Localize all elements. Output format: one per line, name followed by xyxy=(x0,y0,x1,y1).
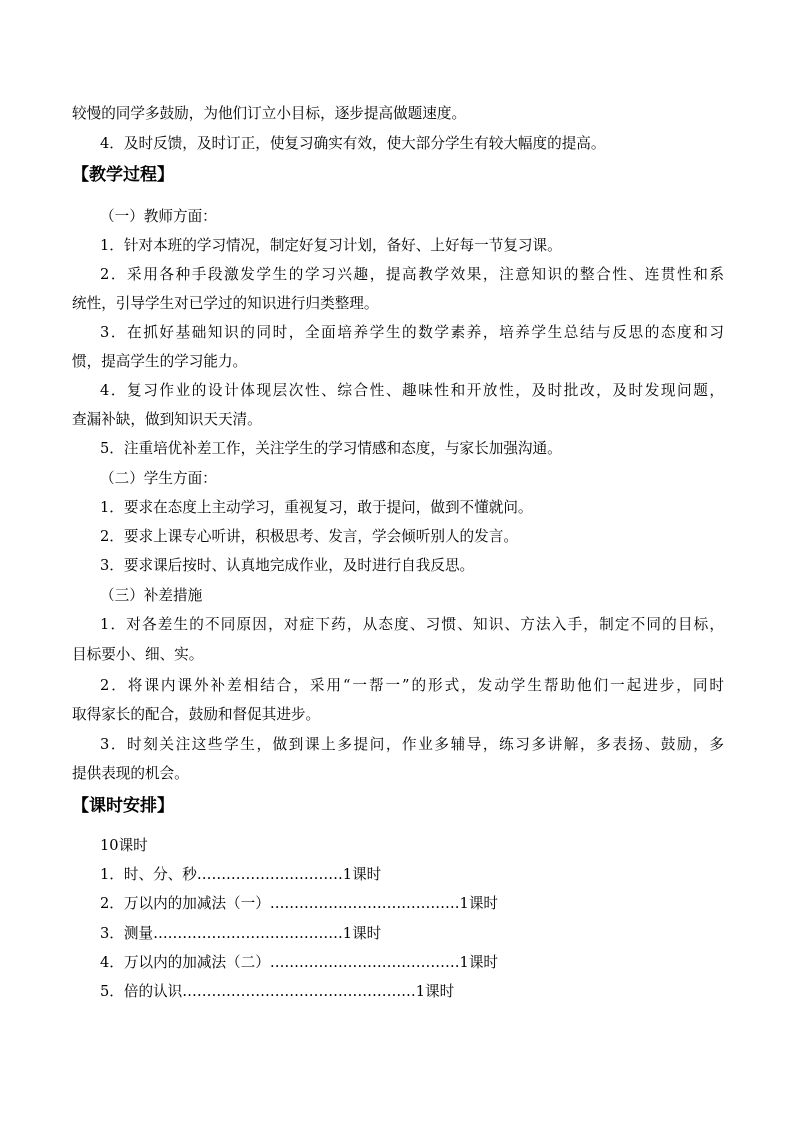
list-item: 3．时刻关注这些学生，做到课上多提问，作业多辅导，练习多讲解，多表扬、鼓励，多 xyxy=(100,736,724,753)
subsection-heading-student: （二）学生方面： xyxy=(100,470,217,487)
schedule-item: 4．万以内的加减法（二）…………………………………1课时 xyxy=(100,954,499,971)
list-item: 3．要求课后按时、认真地完成作业，及时进行自我反思。 xyxy=(100,557,475,574)
section-heading-schedule: 【课时安排】 xyxy=(72,796,174,816)
list-item: 1．对各差生的不同原因，对症下药，从态度、习惯、知识、方法入手，制定不同的目标， xyxy=(100,616,724,633)
list-item: 3．在抓好基础知识的同时，全面培养学生的数学素养，培养学生总结与反思的态度和习 xyxy=(100,324,724,341)
list-item: 2．要求上课专心听讲，积极思考、发言，学会倾听别人的发言。 xyxy=(100,528,518,545)
list-item: 1．要求在态度上主动学习，重视复习，敢于提问，做到不懂就问。 xyxy=(100,499,533,516)
schedule-item: 3．测量…………………………………1课时 xyxy=(100,925,382,942)
schedule-item: 1．时、分、秒…………………………1课时 xyxy=(100,866,382,883)
list-item-continuation: 提供表现的机会。 xyxy=(72,765,189,782)
schedule-item: 2．万以内的加减法（一）…………………………………1课时 xyxy=(100,895,499,912)
schedule-item: 5．倍的认识…………………………………………1课时 xyxy=(100,983,455,1000)
list-item-continuation: 统性，引导学生对已学过的知识进行归类整理。 xyxy=(72,295,379,312)
list-item: 5．注重培优补差工作，关注学生的学习情感和态度，与家长加强沟通。 xyxy=(100,440,562,457)
list-item: 2．将课内课外补差相结合，采用“一帮一”的形式，发动学生帮助他们一起进步，同时 xyxy=(100,677,724,694)
list-item: 4．复习作业的设计体现层次性、综合性、趣味性和开放性，及时批改，及时发现问题， xyxy=(100,382,724,399)
list-item: 1．针对本班的学习情况，制定好复习计划，备好、上好每一节复习课。 xyxy=(100,237,562,254)
paragraph-line: 较慢的同学多鼓励，为他们订立小目标，逐步提高做题速度。 xyxy=(72,105,467,122)
list-item-continuation: 取得家长的配合，鼓励和督促其进步。 xyxy=(72,706,321,723)
section-heading-teaching-process: 【教学过程】 xyxy=(72,165,174,185)
subsection-heading-teacher: （一）教师方面： xyxy=(100,208,217,225)
subsection-heading-remedial: （三）补差措施 xyxy=(100,587,203,604)
list-item-continuation: 查漏补缺，做到知识天天清。 xyxy=(72,411,262,428)
list-item: 2．采用各种手段激发学生的学习兴趣，提高教学效果，注意知识的整合性、连贯性和系 xyxy=(100,266,724,283)
list-item-continuation: 惯，提高学生的学习能力。 xyxy=(72,353,248,370)
schedule-total: 10课时 xyxy=(100,837,148,854)
paragraph-line: 4．及时反馈，及时订正，使复习确实有效，使大部分学生有较大幅度的提高。 xyxy=(100,135,606,152)
list-item-continuation: 目标要小、细、实。 xyxy=(72,646,204,663)
